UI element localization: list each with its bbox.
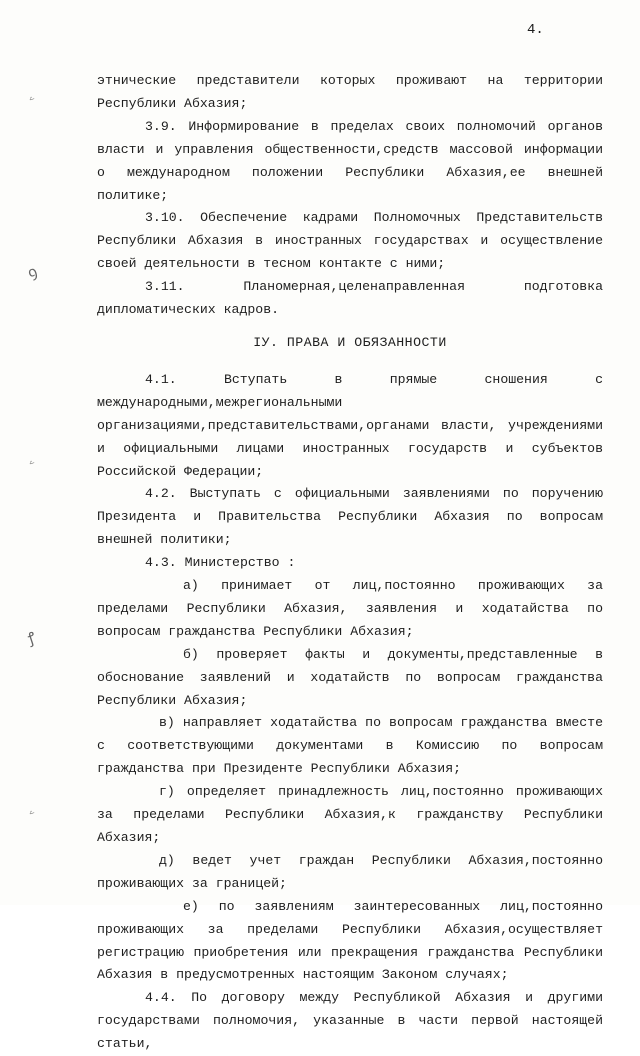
margin-mark-4: ꝭ xyxy=(25,628,38,648)
margin-mark-5: ۦ xyxy=(25,799,37,819)
paragraph-4-3: 4.3. Министерство : xyxy=(145,555,296,571)
paragraph-continuation: этнические представители которых проживают на территории Республики Абхазия; xyxy=(97,73,603,111)
margin-mark-2: ꝯ xyxy=(25,262,40,282)
item-e: е) по заявлениям заинтересованных лиц,постоянно проживающих за пределами Республики Абхазия,осуществляет регистрацию приобретения или прекращения гражданства Республики Абхазия в предусмотренных настоящим Законом случаях; xyxy=(97,898,603,983)
paragraph-4-2: 4.2. Выступать с официальными заявлениями по поручению Президента и Правительства Республики Абхазия по вопросам внешней политики; xyxy=(97,486,603,548)
document-body xyxy=(97,70,603,1056)
margin-mark-3: ۦ xyxy=(25,449,37,469)
item-v: в) направляет ходатайства по вопросам гражданства вместе с соответствующими документами в Комиссию по вопросам гражданства при Президенте Республики Абхазия; xyxy=(97,715,603,777)
section-heading: IУ. ПРАВА И ОБЯЗАННОСТИ xyxy=(253,334,447,350)
margin-mark-1: ۦ xyxy=(25,85,37,105)
page-number: 4. xyxy=(527,22,544,38)
paragraph-3-11: 3.11. Планомерная,целенаправленная подготовка дипломатических кадров. xyxy=(97,279,603,318)
item-a: а) принимает от лиц,постоянно проживающих за пределами Республики Абхазия, заявления и ходатайства по вопросам гражданства Республики Абхазия; xyxy=(97,578,603,639)
paragraph-3-10: 3.10. Обеспечение кадрами Полномочных Представительств Республики Абхазия в иностранных государствах и осуществление своей деятельности в тесном контакте с ними; xyxy=(97,210,603,272)
paragraph-3-9: 3.9. Информирование в пределах своих полномочий органов власти и управления общественности,средств массовой информации о международном положении Республики Абхазия,ее внешней политике; xyxy=(97,118,603,203)
item-d: д) ведет учет граждан Республики Абхазия,постоянно проживающих за границей; xyxy=(97,852,603,891)
item-g: г) определяет принадлежность лиц,постоянно проживающих за пределами Республики Абхазия,к гражданству Республики Абхазия; xyxy=(97,784,603,845)
paragraph-4-4: 4.4. По договору между Республикой Абхазия и другими государствами полномочия, указанные в части первой настоящей статьи, xyxy=(97,990,603,1052)
paragraph-4-1: 4.1. Вступать в прямые сношения с международными,межрегиональными организациями,представительствами,органами власти, учреждениями и официальными лицами иностранных государств и субъектов Российской Федерации; xyxy=(97,371,603,479)
item-b: б) проверяет факты и документы,представленные в обоснование заявлений и ходатайств по вопросам гражданства Республики Абхазия; xyxy=(97,646,603,708)
